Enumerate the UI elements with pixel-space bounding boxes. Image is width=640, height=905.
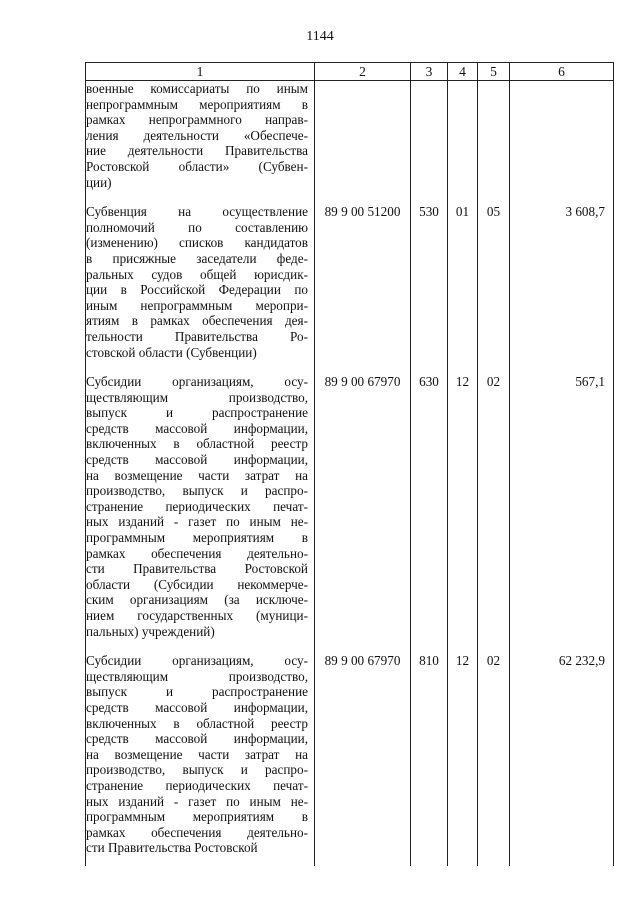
description-line: средств массовой информации, [86, 452, 308, 468]
description-line: стовской области (Субвенции) [86, 344, 257, 360]
description-line: ществляющим производство, [86, 668, 308, 684]
description-line: сти Правительства Ростовской [86, 840, 258, 856]
description-line: производство, выпуск и распро- [86, 762, 308, 778]
description-line: сти Правительства Ростовской [86, 561, 308, 577]
cell-amount: 567,1 [510, 370, 614, 649]
description-line: области (Субсидии некоммерче- [86, 576, 308, 592]
description-line: ществляющим производство, [86, 389, 308, 405]
description-line: рамках обеспечения деятельно- [86, 545, 308, 561]
page-number: 1144 [306, 29, 334, 44]
cell-subsection: 05 [478, 200, 510, 370]
cell-target-code: 89 9 00 67970 [315, 370, 411, 649]
description-line: полномочий по составлению [86, 219, 308, 235]
description-line: пальных) учреждений) [86, 623, 215, 639]
cell-section: 01 [448, 200, 478, 370]
description-line: непрограммным мероприятиям в [86, 96, 308, 112]
table-row [86, 370, 614, 649]
description-line: ральных судов общей юрисдик- [86, 266, 308, 282]
description-line: Субсидии организациям, осу- [86, 374, 308, 390]
description-line: средств массовой информации, [86, 731, 308, 747]
table-row [86, 81, 614, 201]
cell-amount: 62 232,9 [510, 649, 614, 866]
description-line: на возмещение части затрат на [86, 746, 308, 762]
column-header: 6 [510, 63, 614, 81]
description-line: средств массовой информации, [86, 699, 308, 715]
description-line: Субсидии организациям, осу- [86, 653, 308, 669]
description-line: рамках непрограммного направ- [86, 112, 308, 128]
cell-amount: 3 608,7 [510, 200, 614, 370]
description-line: иным непрограммным меропри- [86, 297, 308, 313]
column-header: 3 [411, 63, 448, 81]
description-line: рамках обеспечения деятельно- [86, 824, 308, 840]
description-line: выпуск и распространение [86, 684, 308, 700]
description-line: ятиям в рамках обеспечения дея- [86, 313, 308, 329]
cell-target-code: 89 9 00 67970 [315, 649, 411, 866]
description-line: Субвенция на осуществление [86, 204, 308, 220]
description-line: включенных в областной реестр [86, 715, 308, 731]
description-line: ных изданий - газет по иным не- [86, 514, 308, 530]
row-description [86, 200, 315, 370]
cell-subsection: 02 [478, 370, 510, 649]
column-header: 1 [86, 63, 315, 81]
description-line: программным мероприятиям в [86, 530, 308, 546]
description-line: включенных в областной реестр [86, 436, 308, 452]
cell-expense-type: 530 [411, 200, 448, 370]
column-header: 5 [478, 63, 510, 81]
cell-expense-type: 630 [411, 370, 448, 649]
cell-expense-type [411, 81, 448, 201]
description-line: средств массовой информации, [86, 420, 308, 436]
table-row [86, 649, 614, 866]
table-header-row [86, 63, 614, 81]
table-body [86, 81, 614, 866]
description-line: ции в Российской Федерации по [86, 282, 308, 298]
column-header: 2 [315, 63, 411, 81]
description-line: ние деятельности Правительства [86, 143, 308, 159]
description-line: на возмещение части затрат на [86, 467, 308, 483]
description-line: странение периодических печат- [86, 777, 308, 793]
table-row [86, 200, 614, 370]
cell-section [448, 81, 478, 201]
description-line: Ростовской области» (Субвен- [86, 158, 308, 174]
description-line: нием государственных (муници- [86, 608, 308, 623]
description-line: ления деятельности «Обеспече- [86, 127, 308, 143]
description-line: (изменению) списков кандидатов [86, 235, 308, 251]
cell-section: 12 [448, 649, 478, 866]
description-line: производство, выпуск и распро- [86, 483, 308, 499]
row-description [86, 649, 315, 866]
description-line: выпуск и распространение [86, 405, 308, 421]
cell-target-code: 89 9 00 51200 [315, 200, 411, 370]
cell-section: 12 [448, 370, 478, 649]
description-line: ции) [86, 174, 112, 190]
row-description [86, 81, 315, 201]
description-line: военные комиссариаты по иным [86, 81, 308, 96]
row-description [86, 370, 315, 649]
column-header: 4 [448, 63, 478, 81]
cell-subsection: 02 [478, 649, 510, 866]
description-line: ским организациям (за исключе- [86, 592, 308, 608]
description-line: тельности Правительства Ро- [86, 328, 308, 344]
cell-subsection [478, 81, 510, 201]
description-line: в присяжные заседатели феде- [86, 250, 308, 266]
cell-amount [510, 81, 614, 201]
description-line: программным мероприятиям в [86, 809, 308, 825]
cell-expense-type: 810 [411, 649, 448, 866]
cell-target-code [315, 81, 411, 201]
description-line: ных изданий - газет по иным не- [86, 793, 308, 809]
budget-table [85, 62, 614, 866]
description-line: странение периодических печат- [86, 498, 308, 514]
